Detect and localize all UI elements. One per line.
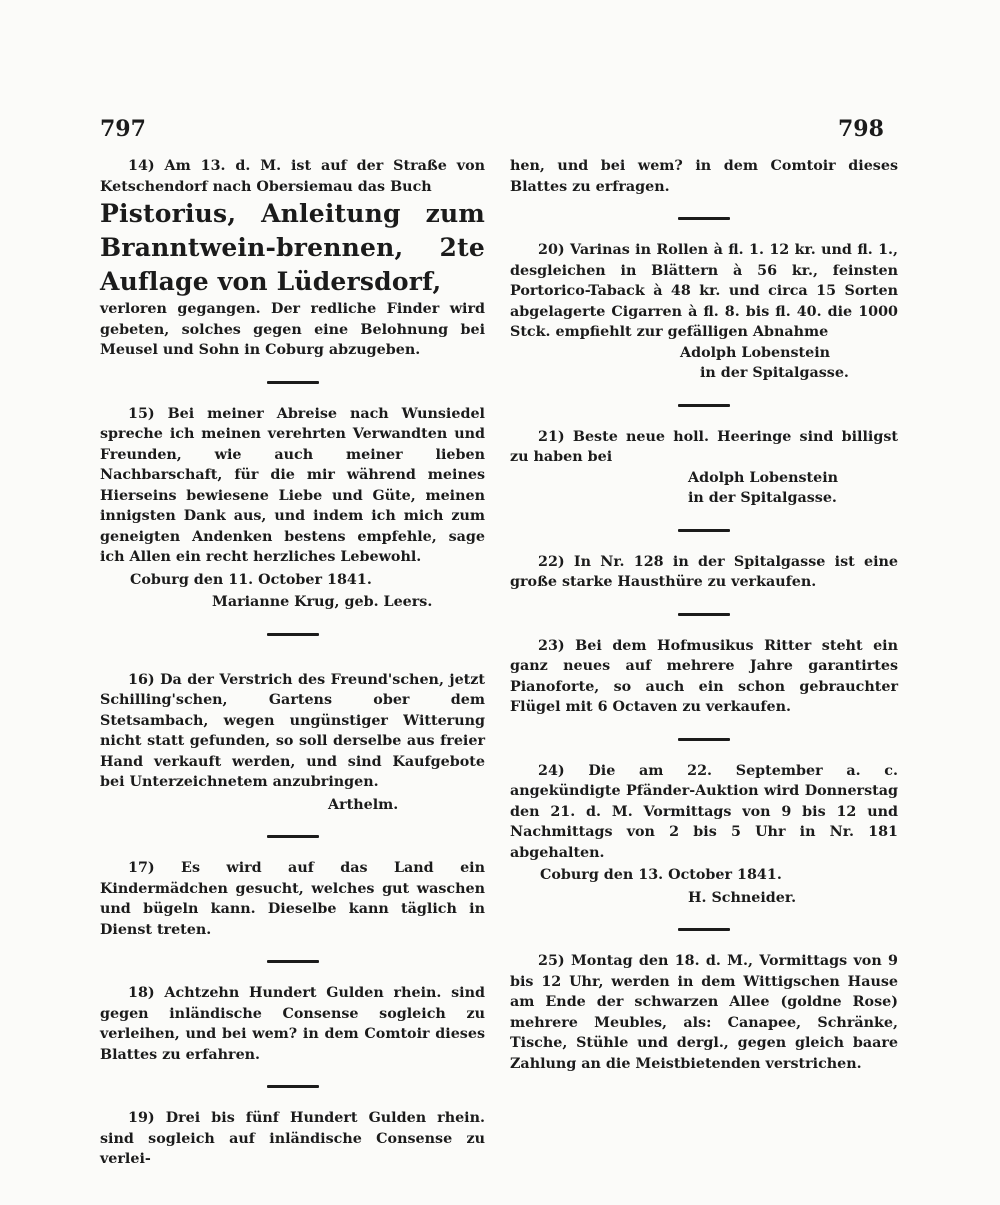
notice-19-continued [510, 156, 898, 197]
notice-24-date: Coburg den 13. October 1841. [540, 867, 782, 883]
notice-18 [100, 983, 485, 1065]
notice-20 [510, 240, 898, 384]
notice-16 [100, 670, 485, 816]
notice-21-body: 21) Beste neue holl. Heeringe sind billigst zu haben bei [510, 428, 898, 465]
notice-21 [510, 427, 898, 509]
notice-23 [510, 636, 898, 718]
notice-24-body: 24) Die am 22. September a. c. angekündigte Pfänder-Auktion wird Donnerstag den 21. d. M. Vormittags von 9 bis 12 und Nachmittags von 2 bis 5 Uhr in Nr. 181 abgehalten. [510, 762, 898, 861]
notice-15-body: 15) Bei meiner Abreise nach Wunsiedel spreche ich meinen verehrten Verwandten und Freunden, wie auch meiner lieben Nachbarschaft, für die mir während meines Hierseins bewiesene Liebe und Güte, meinen innigsten Dank aus, und indem ich mich zum geneigten Andenken bestens empfehle, sage ich Allen ein recht herzliches Lebewohl. [100, 405, 485, 565]
notice-17 [100, 858, 485, 940]
notice-15 [100, 404, 485, 613]
page-number-right: 798 [838, 116, 884, 142]
notice-14 [100, 156, 485, 361]
notice-15-signature: Marianne Krug, geb. Leers. [212, 594, 433, 610]
notice-25 [510, 951, 898, 1074]
notice-15-date: Coburg den 11. October 1841. [130, 571, 372, 588]
notice-14-body: verloren gegangen. Der redliche Finder wird gebeten, solches gegen eine Belohnung bei Meusel und Sohn in Coburg abzugeben. [100, 301, 485, 358]
notice-20-address: in der Spitalgasse. [700, 365, 849, 381]
notice-24 [510, 761, 898, 909]
notice-14-intro: 14) Am 13. d. M. ist auf der Straße von Ketschendorf nach Obersiemau das Buch [100, 158, 485, 195]
notice-21-signature: Adolph Lobenstein [688, 469, 839, 486]
notice-16-signature: Arthelm. [328, 796, 399, 813]
notice-19 [100, 1108, 485, 1170]
notice-18-body: 18) Achtzehn Hundert Gulden rhein. sind gegen inländische Consense sogleich zu verleihen, und bei wem? in dem Comtoir dieses Blattes zu erfahren. [100, 985, 485, 1063]
notice-23-body: 23) Bei dem Hofmusikus Ritter steht ein ganz neues auf mehrere Jahre garantirtes Pianoforte, so auch ein schon gebrauchter Flügel mit 6 Octaven zu verkaufen. [510, 637, 898, 715]
notice-25-body: 25) Montag den 18. d. M., Vormittags von 9 bis 12 Uhr, werden in dem Wittigschen Hause am Ende der schwarzen Allee (goldne Rose) mehrere Meubles, als: Canapee, Schränke, Tische, Stühle und dergl., gegen gleich baare Zahlung an die Meistbietenden verstrichen. [510, 953, 898, 1072]
notice-22-body: 22) In Nr. 128 in der Spitalgasse ist eine große starke Hausthüre zu verkaufen. [510, 553, 898, 590]
notice-16-body: 16) Da der Verstrich des Freund'schen, jetzt Schilling'schen, Gartens ober dem Stetsambach, wegen ungünstiger Witterung nicht statt gefunden, so soll derselbe aus freier Hand verkauft werden, und sind Kaufgebote bei Unterzeichnetem anzubringen. [100, 671, 485, 790]
notice-24-signature: H. Schneider. [688, 889, 797, 906]
notice-20-signature: Adolph Lobenstein [680, 344, 831, 361]
notice-22 [510, 552, 898, 593]
left-column [100, 156, 485, 1170]
notice-19-body: 19) Drei bis fünf Hundert Gulden rhein. sind sogleich auf inländische Consense zu verlei- [100, 1110, 485, 1167]
notice-14-book-title: Pistorius, Anleitung zum Branntwein-brennen, 2te Auflage von Lüdersdorf, [100, 199, 485, 296]
notice-21-address: in der Spitalgasse. [688, 490, 837, 506]
right-column [510, 156, 898, 1074]
page-number-left: 797 [100, 116, 146, 142]
notice-20-body: 20) Varinas in Rollen à fl. 1. 12 kr. und fl. 1., desgleichen in Blättern à 56 kr., feinsten Portorico-Taback à 48 kr. und circa 15 Sorten abgelagerte Cigarren à fl. 8. bis fl. 40. die 1000 Stck. empfiehlt zur gefälligen Abnahme [510, 242, 898, 340]
notice-19-continued-body: hen, und bei wem? in dem Comtoir dieses Blattes zu erfragen. [510, 158, 898, 195]
notice-17-body: 17) Es wird auf das Land ein Kindermädchen gesucht, welches gut waschen und bügeln kann. Dieselbe kann täglich in Dienst treten. [100, 860, 485, 938]
